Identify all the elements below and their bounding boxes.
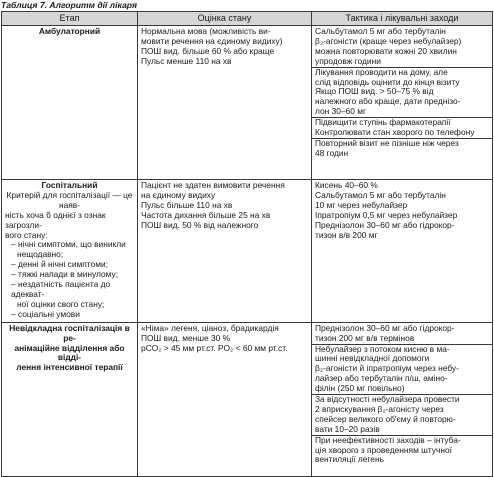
tactics-line: лайзер або тербуталін п/ш, аміно- [315,373,448,384]
assessment-line: «Німа» легеня, ціаноз, брадикардія [141,322,279,333]
assessment-line: ПОШ вид. менше 30 % [141,332,231,343]
tactics-line: вентиляції легень [315,454,384,465]
assessment-line: Частота дихання більше 25 на хв [141,209,271,220]
table-caption: Таблиця 7. Алгоритм дії лікаря [1,0,138,10]
tactics-line: Контролювати стан хворого по телефону [315,127,475,138]
tactics-line: лон 30–60 мг [315,106,367,117]
stage-title: Амбулаторний [38,26,101,36]
tactics-line: Іпратропіум 0,5 мг через небулайзер [315,209,458,220]
tactics-line: упродовж години [315,55,381,66]
stage-line: – денні й нічні симптоми; [11,259,108,270]
table-row-outpatient [2,26,493,180]
header-stage: Етап [2,12,138,26]
tactics-line: спейсер великого об'єму й повторю- [315,413,456,424]
tactics-line: 48 годин [315,147,349,158]
assessment-cell [138,26,312,180]
tactics-block [312,138,492,159]
tactics-block [315,27,489,67]
assessment-line: Пульс більше 110 на хв [141,199,233,210]
tactics-line: При неефективності заходів – інтуба- [315,434,461,445]
tactics-line: Сальбутамол 5 мг або тербуталін [315,189,446,200]
stage-cell [2,26,138,180]
tactics-line: За відсутності небулайзера провести [315,394,460,405]
stage-line: ність хоча б однієї з ознак загрозли- [5,209,106,230]
tactics-line: Преднізолон 30–60 мг або гідрокор- [315,219,455,230]
stage-line: – нічні симптоми, що виникли [11,239,126,250]
tactics-line: Сальбутамол 5 мг або тербуталін [315,26,446,36]
tactics-line: β₂-агоністи (краще через небулайзер) [315,35,462,46]
tactics-block [312,435,492,466]
stage-title: Невідкладна госпіталізація в ре- [9,322,130,343]
assessment-line: Нормальна мова (можливість ви- [141,26,271,36]
assessment-line: pCO₂ > 45 мм рт.ст. PO₂ < 60 мм рт.ст. [141,342,288,353]
table-row-hospital [2,180,493,323]
assessment-cell [138,180,312,323]
tactics-block [312,117,492,138]
stage-cell [2,322,138,476]
header-tactics: Тактика і лікувальні заходи [312,12,493,26]
tactics-line: Преднізолон 30–60 мг або гідрокор- [315,322,455,333]
tactics-line: можна повторювати кожні 20 хвилин [315,45,457,56]
stage-title: Госпітальний [41,180,98,190]
tactics-line: слід відповідь оцінити до кінця візиту [315,76,460,87]
tactics-block [312,394,492,435]
tactics-line: вати 10–20 разів [315,423,380,434]
assessment-line: на єдиному видиху [141,189,216,200]
tactics-cell [312,180,493,323]
tactics-block [315,324,489,344]
stage-line: вого стану: [5,229,48,240]
tactics-line: 10 мг через небулайзер [315,199,408,210]
tactics-line: Небулайзер з потоком кисню в ма- [315,343,450,354]
table-row-icu [2,322,493,476]
stage-line: – соціальні умови [11,308,80,319]
assessment-cell [138,322,312,476]
tactics-line: ція хворого з проведенням штучної [315,444,452,455]
assessment-line: ПОШ вид. більше 60 % або краще [141,45,275,56]
tactics-line: 2 вприскування β₂-агоністу через [315,403,444,414]
tactics-line: шинні невідкладної допомоги [315,353,430,364]
tactics-cell [312,322,493,476]
stage-line: ної оцінки свого стану; [17,298,105,309]
stage-line: – тяжкі напади в минулому; [11,269,119,280]
stage-line: анімаційне відділення або відді- [14,342,125,363]
assessment-line: Пацієнт не здатен вимовити речення [141,180,285,190]
tactics-line: тизон 200 мг в/в термінов [315,332,415,343]
assessment-line: ПОШ вид. 50 % від належного [141,219,259,230]
doctor-algorithm-table [1,11,493,477]
header-assessment: Оцінка стану [138,12,312,26]
tactics-line: тизон в/в 200 мг [315,229,378,240]
stage-line: Критерій для госпіталізації — це наяв- [6,189,133,210]
tactics-line: Лікування проводити на дому, але [315,66,448,77]
tactics-line: Повторний візит не пізніше ніж через [315,137,459,148]
assessment-line: Пульс менше 110 на хв [141,55,232,66]
stage-line: нещодавно; [17,249,64,260]
tactics-line: Підвищити ступінь фармакотерапії [315,117,451,128]
tactics-cell [312,26,493,180]
table-header-row [2,12,493,26]
stage-cell [2,180,138,323]
tactics-line: β₂-агоністи й іпратропіум через небу- [315,363,459,374]
assessment-line: мовити речення на єдиному видиху) [141,35,283,46]
stage-line: лення інтенсивної терапії [16,362,123,373]
tactics-line: належного або краще, дати преднізо- [315,96,461,107]
tactics-line: філін (250 мг повільно) [315,383,405,394]
tactics-block [312,67,492,118]
tactics-block [312,344,492,395]
stage-line: – нездатність пацієнта до адекват- [11,279,111,299]
tactics-line: Якщо ПОШ вид. > 50–75 % від [315,86,434,97]
tactics-line: Кисень 40–60 % [315,180,378,190]
tactics-block [315,181,489,240]
